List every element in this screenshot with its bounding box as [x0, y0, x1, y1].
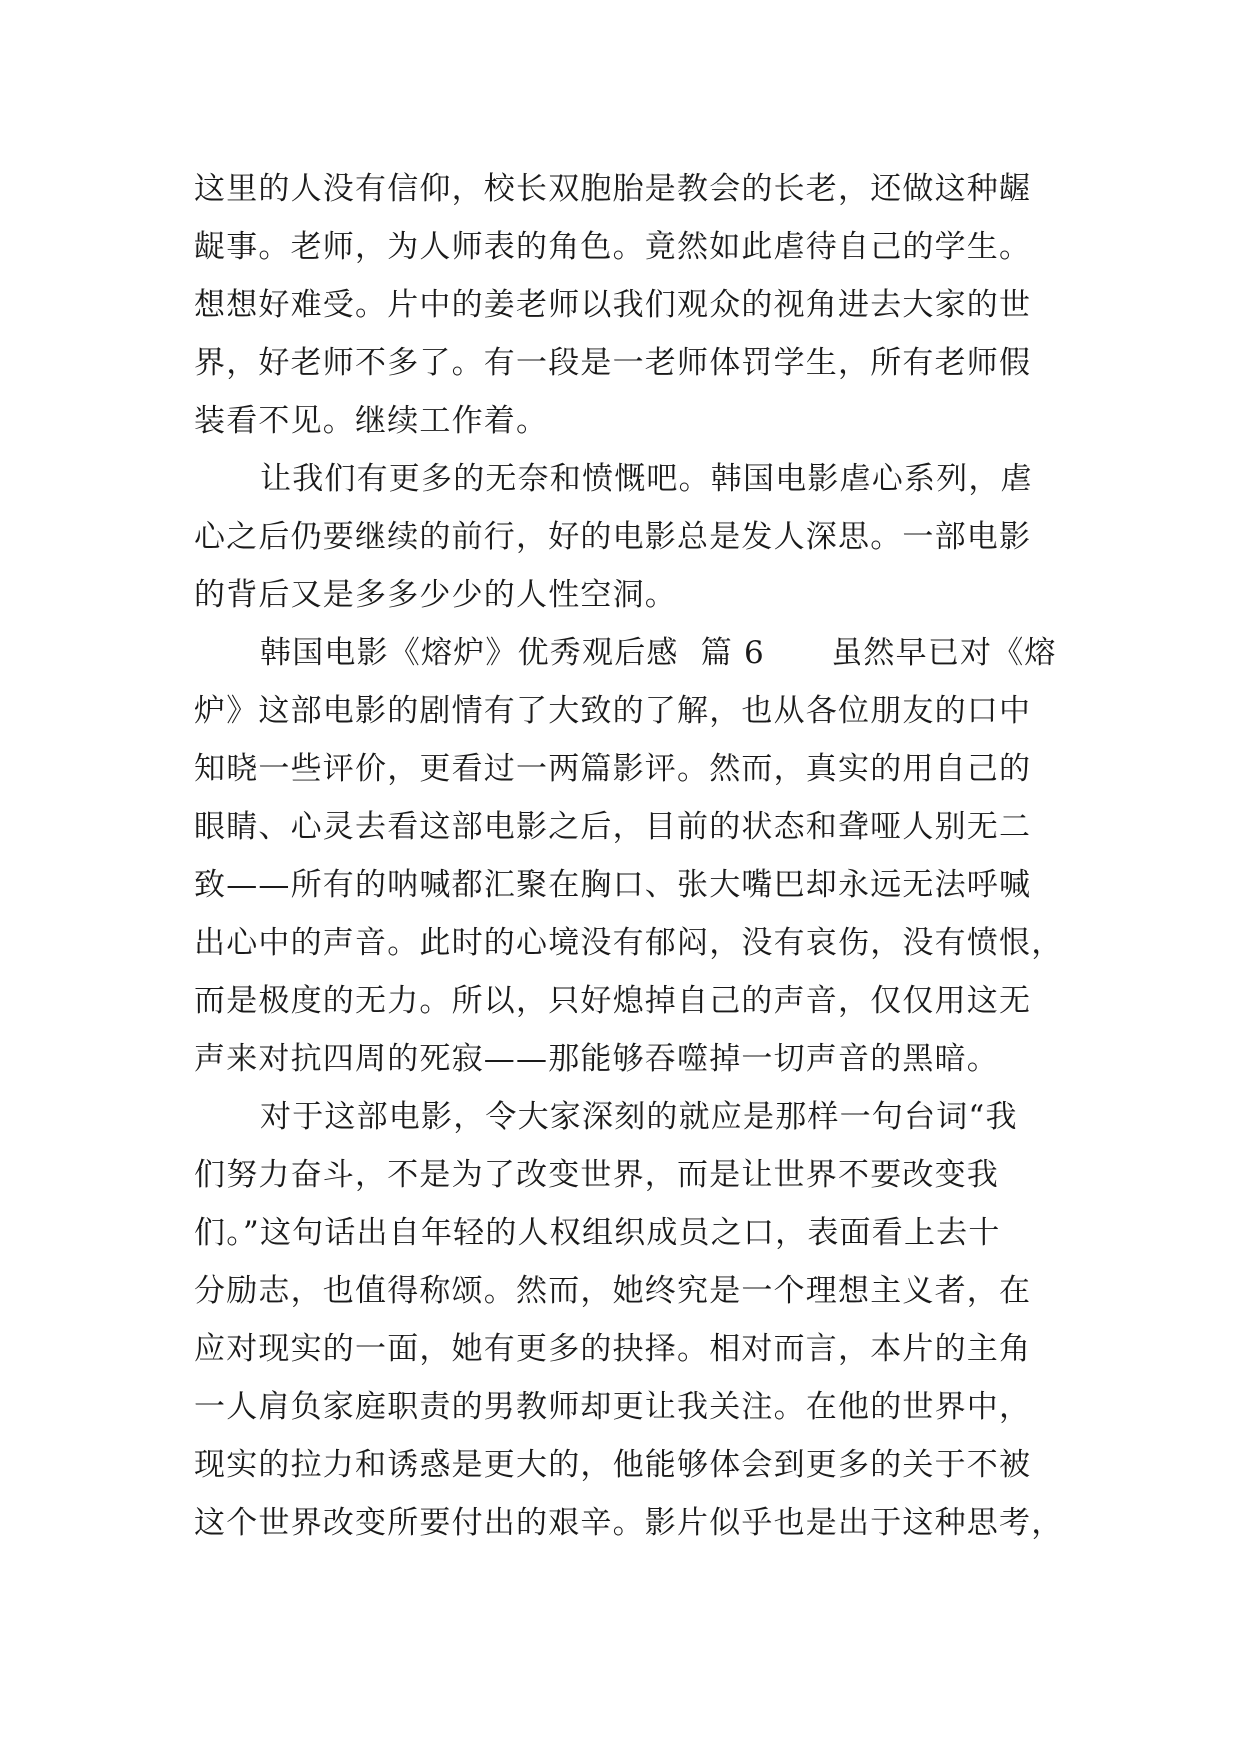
- text-line: 这里的人没有信仰，校长双胞胎是教会的长老，还做这种龌: [194, 171, 1032, 207]
- text-line: 眼睛、心灵去看这部电影之后，目前的状态和聋哑人别无二: [194, 809, 1032, 845]
- text-line: 应对现实的一面，她有更多的抉择。相对而言，本片的主角: [194, 1331, 1032, 1367]
- text-line: 而是极度的无力。所以，只好熄掉自己的声音，仅仅用这无: [194, 983, 1032, 1019]
- text-line: 出心中的声音。此时的心境没有郁闷，没有哀伤，没有愤恨，: [194, 925, 1064, 961]
- text-line: 们。”这句话出自年轻的人权组织成员之口，表面看上去十: [194, 1215, 1001, 1251]
- text-line: 界，好老师不多了。有一段是一老师体罚学生，所有老师假: [194, 345, 1032, 381]
- paragraph-first-line: 让我们有更多的无奈和愤慨吧。韩国电影虐心系列，虐: [260, 461, 1033, 497]
- text-line: 想想好难受。片中的姜老师以我们观众的视角进去大家的世: [194, 287, 1032, 323]
- text-line: 龊事。老师，为人师表的角色。竟然如此虐待自己的学生。: [194, 229, 1032, 265]
- text-line: 现实的拉力和诱惑是更大的，他能够体会到更多的关于不被: [194, 1447, 1032, 1483]
- paragraph-first-line: 对于这部电影，令大家深刻的就应是那样一句台词“我: [260, 1099, 1018, 1135]
- text-line: 这个世界改变所要付出的艰辛。影片似乎也是出于这种思考，: [194, 1505, 1064, 1541]
- text-line: 一人肩负家庭职责的男教师却更让我关注。在他的世界中，: [194, 1389, 1032, 1425]
- text-line: 装看不见。继续工作着。: [194, 403, 549, 439]
- section-heading-line: 韩国电影《熔炉》优秀观后感 篇 6 虽然早已对《熔: [260, 635, 1057, 671]
- body-text: [194, 160, 1064, 1552]
- text-line: 们努力奋斗，不是为了改变世界，而是让世界不要改变我: [194, 1157, 999, 1193]
- text-line: 心之后仍要继续的前行，好的电影总是发人深思。一部电影: [194, 519, 1032, 555]
- text-line: 声来对抗四周的死寂——那能够吞噬掉一切声音的黑暗。: [194, 1041, 999, 1077]
- text-line: 知晓一些评价，更看过一两篇影评。然而，真实的用自己的: [194, 751, 1032, 787]
- text-line: 炉》这部电影的剧情有了大致的了解，也从各位朋友的口中: [194, 693, 1032, 729]
- text-line: 分励志，也值得称颂。然而，她终究是一个理想主义者，在: [194, 1273, 1032, 1309]
- text-line: 致——所有的呐喊都汇聚在胸口、张大嘴巴却永远无法呼喊: [194, 867, 1032, 903]
- text-line: 的背后又是多多少少的人性空洞。: [194, 577, 677, 613]
